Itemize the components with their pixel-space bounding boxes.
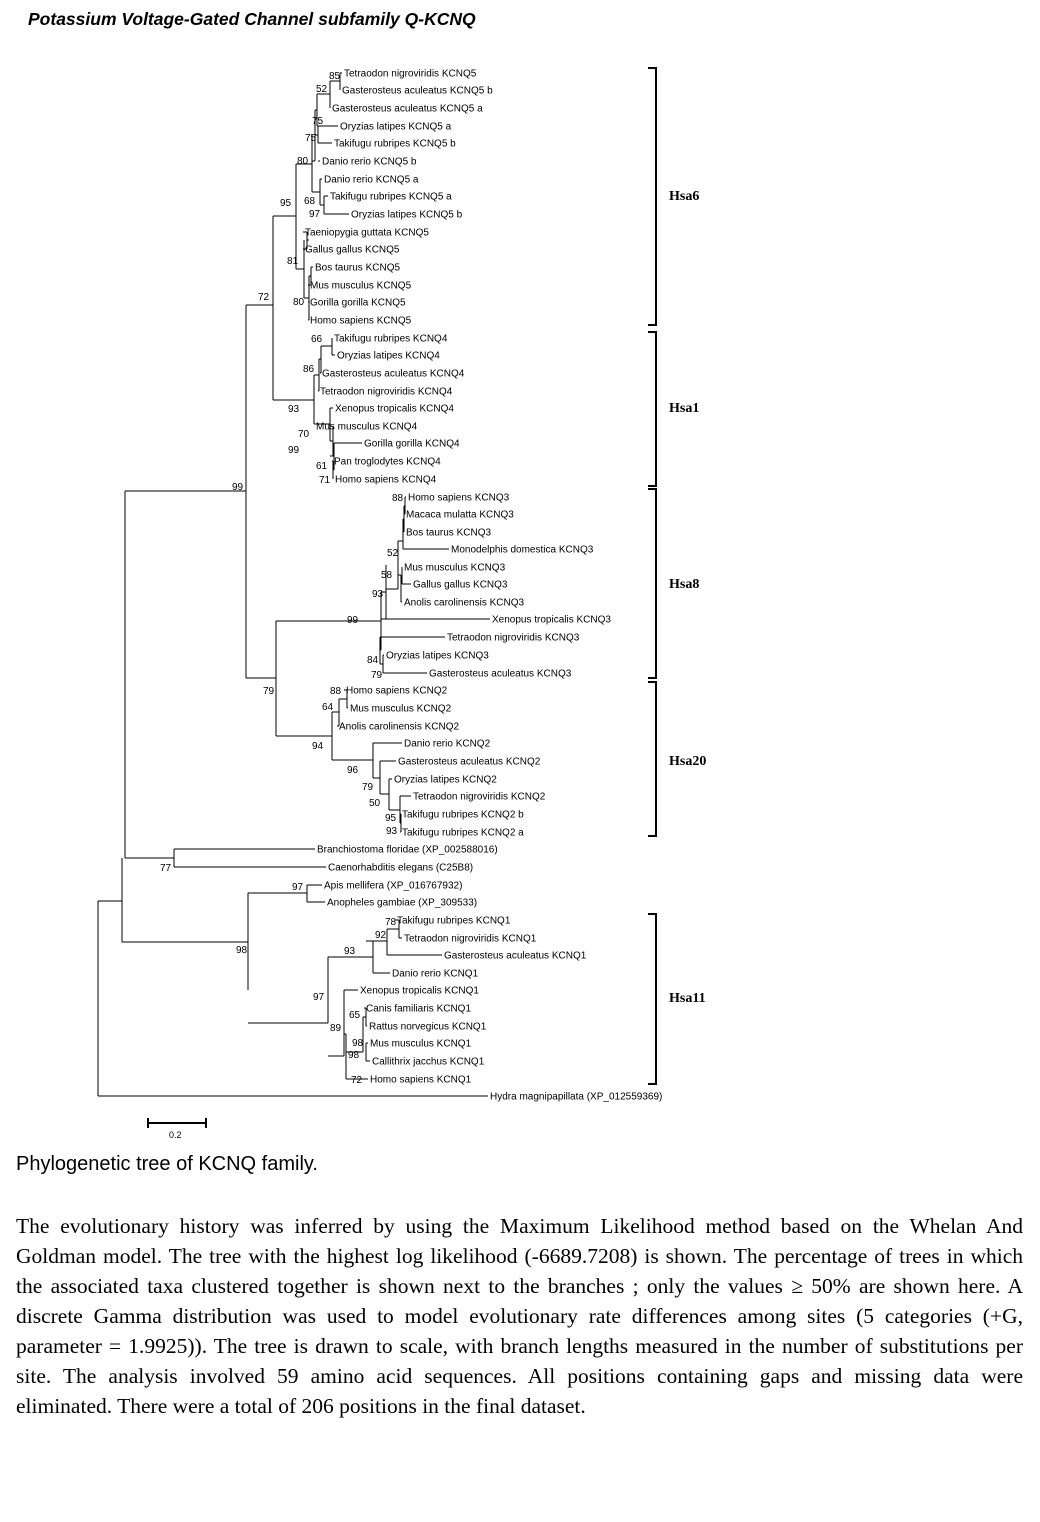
clade-bracket: [648, 68, 656, 325]
scale-bar-line: [148, 1118, 206, 1128]
leaf-label: Oryzias latipes KCNQ2: [394, 774, 497, 786]
bootstrap-support-value: 75: [312, 116, 324, 127]
bootstrap-support-value: 58: [381, 570, 393, 581]
leaf-label: Homo sapiens KCNQ5: [310, 315, 412, 327]
leaf-label: Homo sapiens KCNQ3: [408, 492, 510, 504]
clade-bracket: [648, 682, 656, 836]
bootstrap-support-value: 96: [347, 765, 359, 776]
bootstrap-support-value: 70: [298, 429, 310, 440]
leaf-label: Rattus norvegicus KCNQ1: [369, 1021, 487, 1033]
bootstrap-support-value: 95: [385, 813, 397, 824]
leaf-label: Takifugu rubripes KCNQ2 b: [402, 809, 524, 821]
bootstrap-support-value: 98: [236, 945, 248, 956]
clade-label: Hsa6: [669, 189, 700, 204]
leaf-label: Caenorhabditis elegans (C25B8): [328, 862, 474, 874]
bootstrap-support-value: 52: [387, 548, 399, 559]
bootstrap-support-value: 50: [369, 798, 381, 809]
leaf-label: Gasterosteus aculeatus KCNQ5 b: [342, 85, 493, 97]
bootstrap-support-value: 68: [304, 196, 316, 207]
clade-brackets: [648, 68, 706, 1084]
clade-bracket: [648, 332, 656, 486]
bootstrap-support-value: 65: [349, 1010, 361, 1021]
bootstrap-support-value: 64: [322, 702, 334, 713]
bootstrap-support-value: 84: [367, 655, 379, 666]
leaf-label: Danio rerio KCNQ5 b: [322, 156, 417, 168]
caption-text: The evolutionary history was inferred by using the Maximum Likelihood method based on the Whelan And Goldman model. The tree with the highest log likelihood (-6689.7208) is shown. The percentage of trees in which the associated taxa clustered together is shown next to the branches ; only the values ≥ 50% are shown here. A discrete Gamma distribution was used to model evolutionary rate differences among sites (5 categories (+G, parameter = 1.9925)). The tree is drawn to scale, with branch lengths measured in the number of substitutions per site. The analysis involved 59 amino acid sequences. All positions containing gaps and missing data were eliminated. There were a total of 206 positions in the final dataset.: [16, 1214, 1023, 1418]
leaf-label: Mus musculus KCNQ4: [316, 421, 418, 433]
bootstrap-support-value: 93: [386, 826, 398, 837]
bootstrap-support-value: 97: [309, 209, 321, 220]
bootstrap-support-value: 72: [351, 1075, 363, 1086]
leaf-label: Gasterosteus aculeatus KCNQ2: [398, 756, 541, 768]
bootstrap-support-value: 79: [263, 686, 275, 697]
leaf-label: Takifugu rubripes KCNQ4: [334, 333, 448, 345]
clade-label: Hsa1: [669, 401, 700, 416]
leaf-label: Homo sapiens KCNQ2: [346, 685, 448, 697]
leaf-label: Homo sapiens KCNQ1: [370, 1074, 472, 1086]
leaf-label: Monodelphis domestica KCNQ3: [451, 544, 594, 556]
leaf-label: Mus musculus KCNQ2: [350, 703, 452, 715]
leaf-label: Gasterosteus aculeatus KCNQ1: [444, 950, 587, 962]
leaf-label: Gasterosteus aculeatus KCNQ5 a: [332, 103, 483, 115]
leaf-label: Apis mellifera (XP_016767932): [324, 880, 463, 892]
leaf-label: Hydra magnipapillata (XP_012559369): [490, 1091, 663, 1103]
bootstrap-support-value: 88: [392, 493, 404, 504]
bootstrap-support-value: 75: [305, 133, 317, 144]
bootstrap-support-value: 85: [329, 71, 341, 82]
bootstrap-support-value: 97: [313, 992, 325, 1003]
leaf-labels: [305, 69, 662, 1103]
bootstrap-support-value: 81: [287, 256, 299, 267]
bootstrap-support-value: 93: [344, 946, 356, 957]
bootstrap-support-value: 98: [352, 1038, 364, 1049]
leaf-label: Gallus gallus KCNQ3: [413, 579, 508, 591]
leaf-label: Canis familiaris KCNQ1: [366, 1003, 472, 1015]
leaf-label: Gasterosteus aculeatus KCNQ3: [429, 668, 572, 680]
leaf-label: Oryzias latipes KCNQ4: [337, 350, 440, 362]
figure-header-title: Potassium Voltage-Gated Channel subfamily Q-KCNQ: [28, 9, 476, 29]
leaf-label: Danio rerio KCNQ5 a: [324, 174, 419, 186]
bootstrap-support-value: 92: [375, 930, 387, 941]
leaf-label: Pan troglodytes KCNQ4: [334, 456, 441, 468]
leaf-label: Callithrix jacchus KCNQ1: [372, 1056, 485, 1068]
leaf-label: Oryzias latipes KCNQ3: [386, 650, 489, 662]
leaf-label: Gorilla gorilla KCNQ4: [364, 438, 460, 450]
bootstrap-support-value: 99: [232, 482, 244, 493]
leaf-label: Macaca mulatta KCNQ3: [406, 509, 514, 521]
bootstrap-support-value: 79: [371, 670, 383, 681]
bootstrap-support-value: 52: [316, 84, 328, 95]
bootstrap-support-value: 94: [312, 741, 324, 752]
leaf-label: Oryzias latipes KCNQ5 b: [351, 209, 463, 221]
leaf-label: Tetraodon nigroviridis KCNQ1: [404, 933, 537, 945]
leaf-label: Taeniopygia guttata KCNQ5: [305, 227, 429, 239]
bootstrap-support-value: 99: [288, 445, 300, 456]
leaf-label: Gorilla gorilla KCNQ5: [310, 297, 406, 309]
leaf-label: Tetraodon nigroviridis KCNQ4: [320, 386, 453, 398]
clade-label: Hsa20: [669, 754, 707, 769]
clade-bracket: [648, 489, 656, 678]
leaf-label: Takifugu rubripes KCNQ1: [397, 915, 511, 927]
bootstrap-support-value: 77: [160, 863, 172, 874]
leaf-label: Takifugu rubripes KCNQ2 a: [402, 827, 524, 839]
leaf-label: Anolis carolinensis KCNQ3: [404, 597, 525, 609]
bootstrap-support-value: 89: [330, 1023, 342, 1034]
bootstrap-support-value: 66: [311, 334, 323, 345]
leaf-label: Bos taurus KCNQ3: [406, 527, 492, 539]
bootstrap-support-value: 95: [280, 198, 292, 209]
bootstrap-support-value: 80: [297, 156, 309, 167]
leaf-label: Danio rerio KCNQ2: [404, 738, 491, 750]
leaf-label: Bos taurus KCNQ5: [315, 262, 401, 274]
bootstrap-support-value: 80: [293, 297, 305, 308]
leaf-label: Xenopus tropicalis KCNQ4: [335, 403, 454, 415]
bootstrap-support-value: 97: [292, 882, 304, 893]
leaf-label: Tetraodon nigroviridis KCNQ2: [413, 791, 546, 803]
leaf-label: Xenopus tropicalis KCNQ3: [492, 614, 611, 626]
clade-label: Hsa8: [669, 577, 700, 592]
scale-bar-label: 0.2: [169, 1130, 182, 1140]
leaf-label: Anopheles gambiae (XP_309533): [327, 897, 478, 909]
leaf-label: Danio rerio KCNQ1: [392, 968, 479, 980]
bootstrap-support-value: 72: [258, 292, 270, 303]
leaf-label: Takifugu rubripes KCNQ5 b: [334, 138, 456, 150]
bootstrap-support-value: 93: [288, 404, 300, 415]
bootstrap-support-value: 88: [330, 686, 342, 697]
leaf-label: Mus musculus KCNQ1: [370, 1038, 472, 1050]
caption-title: Phylogenetic tree of KCNQ family.: [16, 1153, 318, 1175]
leaf-label: Branchiostoma floridae (XP_002588016): [317, 844, 498, 856]
bootstrap-support-value: 93: [372, 589, 384, 600]
bootstrap-support-value: 86: [303, 364, 315, 375]
bootstrap-support-value: 61: [316, 461, 328, 472]
leaf-label: Homo sapiens KCNQ4: [335, 474, 437, 486]
leaf-label: Takifugu rubripes KCNQ5 a: [330, 191, 452, 203]
leaf-label: Gallus gallus KCNQ5: [305, 244, 400, 256]
bootstrap-support-value: 99: [347, 615, 359, 626]
leaf-label: Tetraodon nigroviridis KCNQ5: [344, 68, 477, 80]
clade-label: Hsa11: [669, 991, 706, 1006]
leaf-label: Gasterosteus aculeatus KCNQ4: [322, 368, 465, 380]
leaf-label: Mus musculus KCNQ5: [310, 280, 412, 292]
bootstrap-support-value: 78: [385, 917, 397, 928]
leaf-label: Xenopus tropicalis KCNQ1: [360, 985, 479, 997]
support-labels: [160, 71, 404, 1086]
scale-bar: [148, 1118, 206, 1140]
leaf-label: Oryzias latipes KCNQ5 a: [340, 121, 452, 133]
leaf-label: Tetraodon nigroviridis KCNQ3: [447, 632, 580, 644]
leaf-label: Mus musculus KCNQ3: [404, 562, 506, 574]
leaf-label: Anolis carolinensis KCNQ2: [339, 721, 460, 733]
bootstrap-support-value: 98: [348, 1050, 360, 1061]
bootstrap-support-value: 71: [319, 475, 331, 486]
bootstrap-support-value: 79: [362, 782, 374, 793]
clade-bracket: [648, 914, 656, 1084]
